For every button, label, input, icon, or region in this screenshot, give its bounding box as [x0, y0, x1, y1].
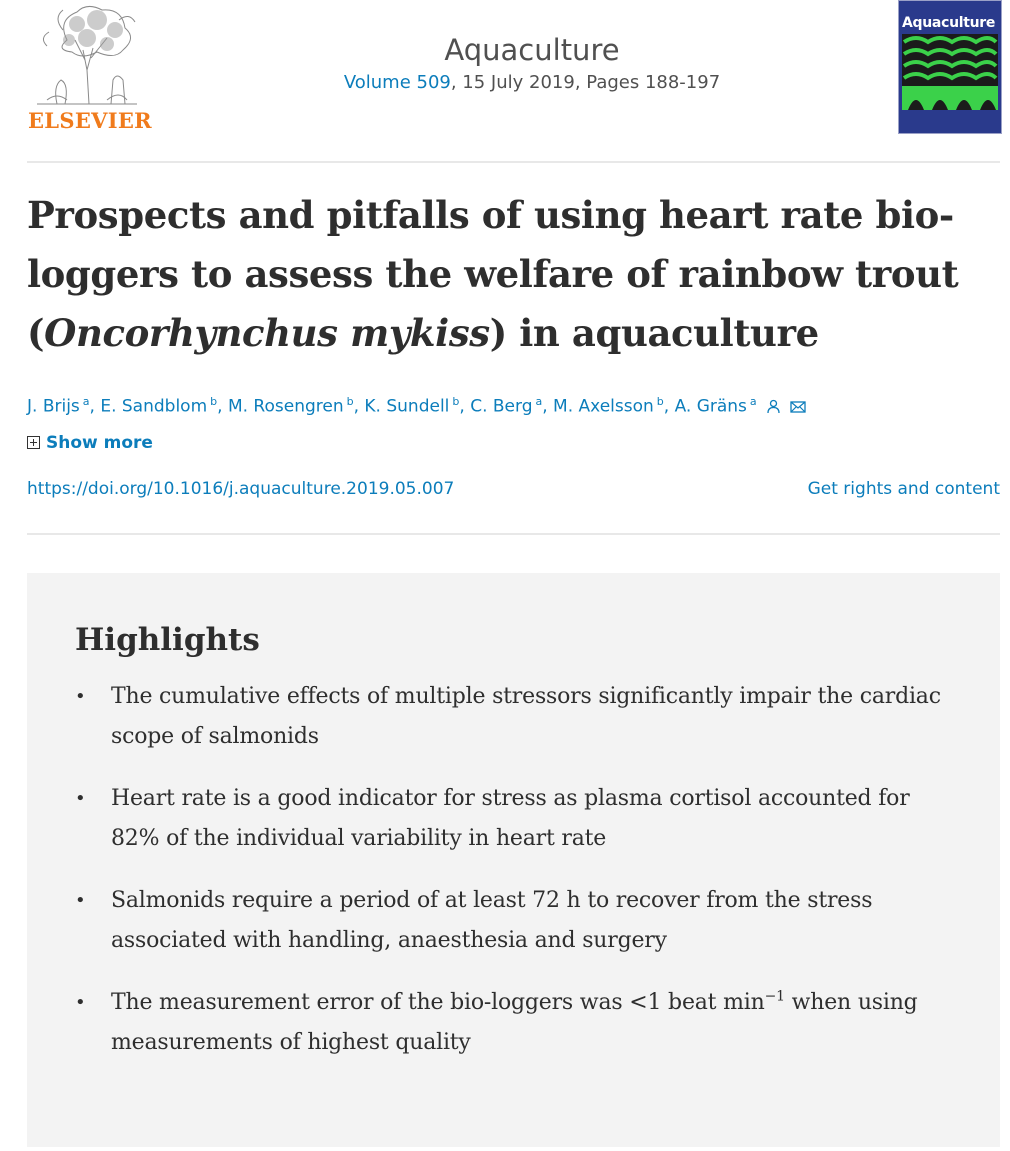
author-link[interactable]: E. Sandblom: [100, 396, 208, 417]
header-divider: [27, 161, 1000, 163]
author-link[interactable]: A. Gräns: [674, 396, 747, 417]
publisher-name: ELSEVIER: [28, 108, 152, 133]
author-link[interactable]: J. Brijs: [27, 396, 80, 417]
cover-title: Aquaculture: [902, 15, 996, 31]
author-link[interactable]: C. Berg: [470, 396, 533, 417]
plus-icon: [27, 436, 40, 449]
doi-link[interactable]: https://doi.org/10.1016/j.aquaculture.2019.05.007: [27, 479, 455, 499]
cover-art-icon: [902, 34, 998, 110]
author-link[interactable]: M. Rosengren: [227, 396, 344, 417]
species-name: Oncorhynchus mykiss: [44, 311, 490, 355]
article-title: Prospects and pitfalls of using heart rate bio-loggers to assess the welfare of rainbow trout (Oncorhynchus mykiss) in aquaculture: [27, 193, 959, 355]
rights-link[interactable]: Get rights and content: [807, 479, 1000, 499]
article-header: [27, 0, 1000, 162]
journal-title[interactable]: Aquaculture: [444, 33, 620, 67]
highlights-section: [27, 573, 1000, 1147]
highlights-heading: Highlights: [75, 622, 260, 658]
tree-icon: [27, 0, 147, 106]
issue-details: , 15 July 2019, Pages 188-197: [450, 72, 721, 93]
person-icon[interactable]: [766, 395, 781, 423]
highlight-item: • The cumulative effects of multiple stressors significantly impair the cardiac scope of salmonids: [75, 684, 941, 749]
highlights-list: [75, 677, 955, 1085]
journal-info: [317, 30, 747, 93]
elsevier-logo[interactable]: [27, 0, 152, 133]
journal-cover[interactable]: [898, 0, 1002, 134]
email-icon[interactable]: [790, 395, 806, 423]
highlight-item: • Salmonids require a period of at least 72 h to recover from the stress associated with handling, anaesthesia and surgery: [75, 888, 873, 953]
journal-meta: [317, 72, 747, 93]
author-link[interactable]: M. Axelsson: [553, 396, 654, 417]
author-list: J. Brijs $^a$, E. Sandblom $^b$, M. Rosengren $^b$, K. Sundell $^b$, C. Berg $^a$, M. Axelsson $^b$, A. Gräns $^a$: [27, 388, 806, 423]
show-more-button[interactable]: Show more: [27, 430, 153, 456]
author-link[interactable]: K. Sundell: [364, 396, 450, 417]
meta-divider: [27, 533, 1000, 535]
volume-link[interactable]: Volume 509: [343, 72, 451, 93]
highlight-item: • Heart rate is a good indicator for stress as plasma cortisol accounted for 82% of the individual variability in heart rate: [75, 786, 910, 851]
highlight-item: • The measurement error of the bio-loggers was <1 beat $\min^{-1}$ when using measurements of highest quality: [75, 988, 918, 1055]
